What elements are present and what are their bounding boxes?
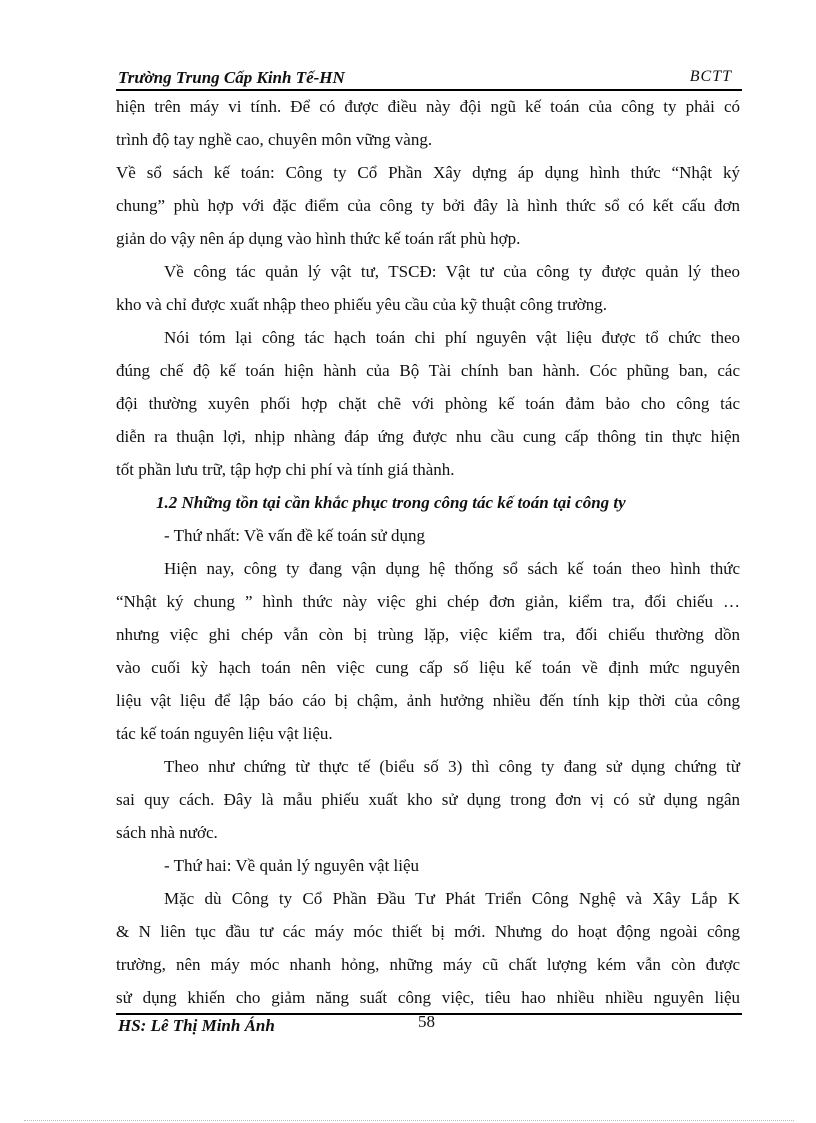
text-line: - Thứ nhất: Về vấn đề kế toán sử dụng: [164, 526, 425, 545]
text-line: chung” phù hợp với đặc điểm của công ty bởi đây là hình thức sổ có kết cấu đơn: [116, 196, 740, 215]
text-line: “Nhật ký chung ” hình thức này việc ghi chép đơn giản, kiểm tra, đối chiếu …: [116, 592, 740, 611]
page-number: 58: [418, 1012, 435, 1031]
text-line: tác kế toán nguyên liệu vật liệu.: [116, 724, 333, 743]
text-line: sách nhà nước.: [116, 823, 218, 842]
text-line: Nói tóm lại công tác hạch toán chi phí nguyên vật liệu được tổ chức theo: [164, 328, 740, 347]
page-edge-dotted-line: [24, 1120, 794, 1121]
section-heading: 1.2 Những tồn tại cần khắc phục trong công tác kế toán tại công ty: [156, 493, 626, 512]
text-line: vào cuối kỳ hạch toán nên việc cung cấp số liệu kế toán về định mức nguyên: [116, 658, 740, 677]
text-line: đúng chế độ kế toán hiện hành của Bộ Tài chính ban hành. Cóc phũng ban, các: [116, 361, 740, 380]
document-body: [116, 90, 740, 1014]
school-name: Trường Trung Cấp Kinh Tế-HN: [118, 68, 345, 87]
page-header: [116, 66, 740, 88]
text-line: diễn ra thuận lợi, nhịp nhàng đáp ứng được nhu cầu cung cấp thông tin thực hiện: [116, 427, 740, 446]
text-line: đội thường xuyên phối hợp chặt chẽ với phòng kế toán đảm bảo cho công tác: [116, 394, 740, 413]
text-line: tốt phần lưu trữ, tập hợp chi phí và tính giá thành.: [116, 460, 455, 479]
text-line: giản do vậy nên áp dụng vào hình thức kế toán rất phù hợp.: [116, 229, 521, 248]
text-line: liệu vật liệu để lập báo cáo bị chậm, ảnh hưởng nhiều đến tính kịp thời của công: [116, 691, 740, 710]
text-line: sử dụng khiến cho giảm năng suất công việc, tiêu hao nhiều nhiều nguyên liệu: [116, 988, 740, 1007]
text-line: trường, nên máy móc nhanh hỏng, những máy cũ chất lượng kém vẫn còn được: [116, 955, 740, 974]
text-line: kho và chỉ được xuất nhập theo phiếu yêu cầu của kỹ thuật công trường.: [116, 295, 608, 314]
text-line: nhưng việc ghi chép vẫn còn bị trùng lặp, việc kiểm tra, đối chiếu thường dồn: [116, 625, 740, 644]
text-line: Theo như chứng từ thực tế (biểu số 3) thì công ty đang sử dụng chứng từ: [164, 757, 740, 776]
text-line: hiện trên máy vi tính. Để có được điều này đội ngũ kế toán của công ty phải có: [116, 97, 740, 116]
text-line: sai quy cách. Đây là mẫu phiếu xuất kho sử dụng trong đơn vị có sử dụng ngân: [116, 790, 740, 809]
report-code: BCTT: [689, 68, 732, 85]
text-line: trình độ tay nghề cao, chuyên môn vững vàng.: [116, 130, 433, 149]
text-line: Mặc dù Công ty Cổ Phần Đầu Tư Phát Triển Công Nghệ và Xây Lắp K: [164, 889, 740, 908]
text-line: Về công tác quản lý vật tư, TSCĐ: Vật tư của công ty được quản lý theo: [164, 262, 740, 281]
text-line: Hiện nay, công ty đang vận dụng hệ thống sổ sách kế toán theo hình thức: [164, 559, 740, 578]
text-line: - Thứ hai: Về quản lý nguyên vật liệu: [164, 856, 420, 875]
student-name: HS: Lê Thị Minh Ánh: [118, 1016, 275, 1035]
text-line: & N liên tục đầu tư các máy móc thiết bị mới. Nhưng do hoạt động ngoài công: [116, 922, 740, 941]
text-line: Về sổ sách kế toán: Công ty Cổ Phần Xây dựng áp dụng hình thức “Nhật ký: [116, 163, 740, 182]
